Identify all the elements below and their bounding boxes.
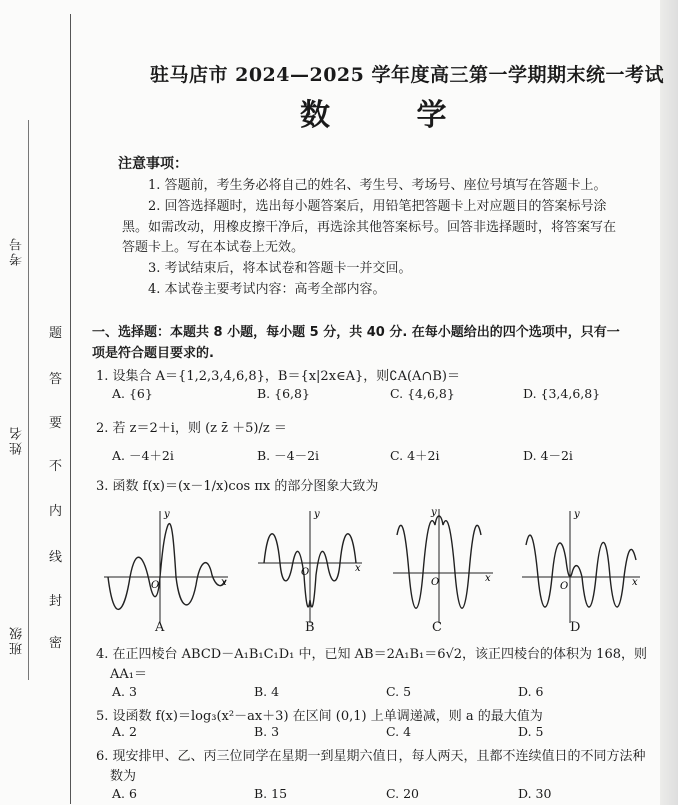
seal-char-3: 要 xyxy=(49,416,63,431)
underline-column xyxy=(28,120,29,680)
notice-line-5: 3. 考试结束后，将本试卷和答题卡一并交回。 xyxy=(148,261,412,276)
graph-a-y-label: y xyxy=(164,509,170,520)
question-2-stem: 2. 若 z＝2＋i，则 (z z̄ ＋5)/z ＝ xyxy=(96,421,287,436)
seal-char-4: 不 xyxy=(49,459,63,474)
q2-option-b: B. －4－2i xyxy=(257,448,320,463)
graph-b-y-label: y xyxy=(314,509,320,520)
q1-option-b: B. {6,8} xyxy=(257,386,310,401)
q2-option-d: D. 4－2i xyxy=(523,448,573,463)
question-6-stem: 6. 现安排甲、乙、丙三位同学在星期一到星期六值日，每人两天，且都不连续值日的不同方法种 xyxy=(96,749,646,764)
seal-char-6: 线 xyxy=(49,550,63,565)
seal-char-1: 题 xyxy=(49,326,63,341)
page-edge-shadow xyxy=(660,0,678,805)
q1-option-a: A. {6} xyxy=(112,386,153,401)
graph-c-label: C xyxy=(432,620,442,635)
seal-char-2: 答 xyxy=(49,372,63,387)
q6-option-a: A. 6 xyxy=(112,786,137,801)
graph-d xyxy=(520,505,652,630)
graph-c-y-label: y xyxy=(431,507,437,518)
notice-heading: 注意事项： xyxy=(118,156,188,172)
notice-line-2: 2. 回答选择题时，选出每小题答案后，用铅笔把答题卡上对应题目的答案标号涂 xyxy=(148,199,607,214)
q6-option-b: B. 15 xyxy=(254,786,288,801)
notice-line-1: 1. 答题前，考生务必将自己的姓名、考生号、考场号、座位号填写在答题卡上。 xyxy=(148,178,607,193)
notice-line-6: 4. 本试卷主要考试内容：高考全部内容。 xyxy=(148,282,386,297)
graph-a-x-label: x xyxy=(221,577,227,588)
question-4-stem: 4. 在正四棱台 ABCD－A₁B₁C₁D₁ 中，已知 AB＝2A₁B₁＝6√2，该正四棱台的体积为 168，则 xyxy=(96,647,647,662)
q4-option-a: A. 3 xyxy=(112,684,137,699)
graph-c-origin: O xyxy=(431,577,440,588)
question-6-stem-cont: 数为 xyxy=(110,769,137,784)
graph-b xyxy=(250,505,382,630)
graph-d-y-label: y xyxy=(574,509,580,520)
q2-option-a: A. －4＋2i xyxy=(112,448,174,463)
graph-a-label: A xyxy=(155,620,165,635)
q2-option-c: C. 4＋2i xyxy=(390,448,440,463)
name-label: 姓名 xyxy=(10,425,25,455)
q5-option-b: B. 3 xyxy=(254,724,280,739)
class-label: 班级 xyxy=(10,625,25,655)
notice-line-3: 黑。如需改动，用橡皮擦干净后，再选涂其他答案标号。回答非选择题时，将答案写在 xyxy=(122,220,617,235)
subject-title: 数 学 xyxy=(300,98,485,133)
graph-d-x-label: x xyxy=(632,577,638,588)
graph-c xyxy=(385,505,517,630)
q1-option-c: C. {4,6,8} xyxy=(390,386,455,401)
q4-option-c: C. 5 xyxy=(386,684,412,699)
question-5-stem: 5. 设函数 f(x)＝log₃(x²－ax＋3) 在区间 (0,1) 上单调递减，则 a 的最大值为 xyxy=(96,709,543,724)
q6-option-d: D. 30 xyxy=(518,786,552,801)
graph-a xyxy=(100,505,232,630)
graph-d-label: D xyxy=(570,620,581,635)
q1-option-d: D. {3,4,6,8} xyxy=(523,386,601,401)
q5-option-d: D. 5 xyxy=(518,724,544,739)
question-3-stem: 3. 函数 f(x)＝(x－1/x)cos πx 的部分图象大致为 xyxy=(96,479,379,494)
graph-a-origin: O xyxy=(151,580,160,591)
graph-b-origin: O xyxy=(301,567,310,578)
graph-c-x-label: x xyxy=(485,573,491,584)
graph-b-x-label: x xyxy=(355,563,361,574)
exam-title: 驻马店市 2024—2025 学年度高三第一学期期末统一考试 xyxy=(150,64,664,86)
graph-b-label: B xyxy=(305,620,315,635)
q4-option-b: B. 4 xyxy=(254,684,280,699)
q4-option-d: D. 6 xyxy=(518,684,544,699)
exam-number-label: 考号 xyxy=(10,236,25,266)
seal-char-8: 密 xyxy=(49,636,63,651)
notice-line-4: 答题卡上。写在本试卷上无效。 xyxy=(122,240,305,255)
seal-char-5: 内 xyxy=(49,504,63,519)
q6-option-c: C. 20 xyxy=(386,786,419,801)
question-1-stem: 1. 设集合 A＝{1,2,3,4,6,8}，B＝{x|2x∈A}，则∁A(A∩B)＝ xyxy=(96,369,460,384)
q5-option-a: A. 2 xyxy=(112,724,137,739)
graph-d-origin: O xyxy=(560,581,569,592)
seal-char-7: 封 xyxy=(49,594,63,609)
binding-line xyxy=(70,14,71,804)
q5-option-c: C. 4 xyxy=(386,724,412,739)
question-4-stem-cont: AA₁＝ xyxy=(110,667,147,682)
section-heading: 一、选择题：本题共 8 小题，每小题 5 分，共 40 分. 在每小题给出的四个选项中，只有一项是符合题目要求的. xyxy=(92,325,620,361)
